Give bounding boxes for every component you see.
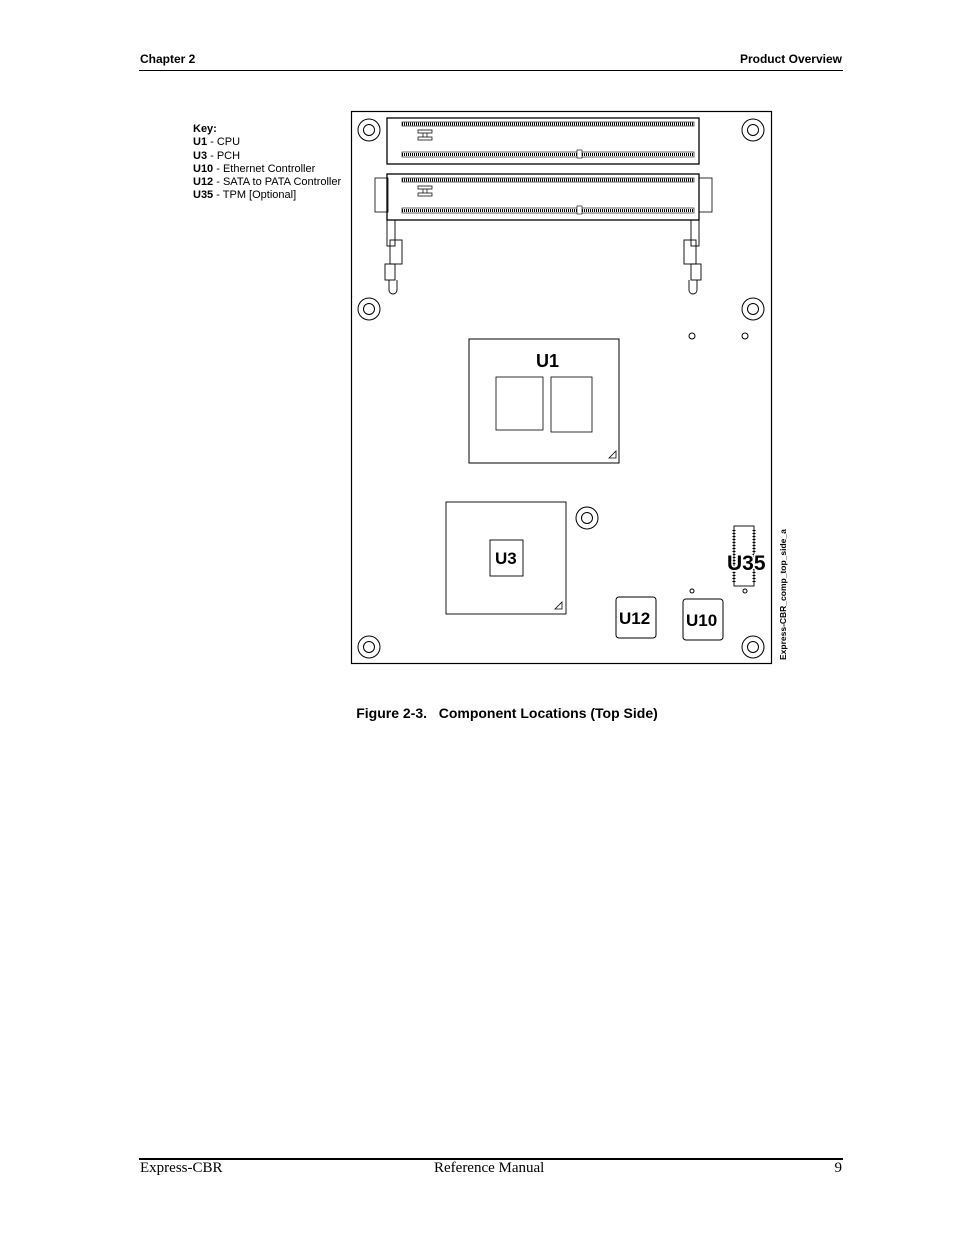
label-u10: U10 xyxy=(686,611,718,630)
file-tag: Express-CBR_comp_top_side_a xyxy=(778,529,788,660)
footer-product: Express-CBR xyxy=(140,1160,223,1176)
key-item xyxy=(193,163,341,176)
footer-page-number: 9 xyxy=(834,1160,842,1176)
key-item-desc: - Ethernet Controller xyxy=(213,162,316,175)
footer-doc-title: Reference Manual xyxy=(434,1160,545,1176)
header-chapter: Chapter 2 xyxy=(140,52,196,66)
key-item xyxy=(193,150,341,163)
key-item-id: U1 xyxy=(193,136,208,149)
figure-number: Figure 2-3. xyxy=(356,705,428,721)
label-u12: U12 xyxy=(619,609,651,628)
key-item-desc: - PCH xyxy=(207,149,241,162)
key-item xyxy=(193,189,341,202)
key-item-id: U10 xyxy=(193,162,214,175)
figure-key xyxy=(193,123,341,203)
key-item-id: U12 xyxy=(193,176,214,189)
key-item-desc: - CPU xyxy=(207,136,241,149)
key-item-desc: - TPM [Optional] xyxy=(213,189,297,202)
key-item-id: U3 xyxy=(193,149,208,162)
key-item xyxy=(193,176,341,189)
key-item xyxy=(193,136,341,149)
figure-title: Component Locations (Top Side) xyxy=(438,705,658,721)
label-u35: U35 xyxy=(727,552,766,575)
header-section: Product Overview xyxy=(739,52,842,66)
label-u3: U3 xyxy=(495,549,517,568)
label-u1: U1 xyxy=(536,351,560,371)
key-item-id: U35 xyxy=(193,189,214,202)
board-diagram xyxy=(350,110,790,670)
key-title: Key: xyxy=(193,123,217,135)
header-rule xyxy=(139,70,843,71)
key-item-desc: - SATA to PATA Controller xyxy=(213,176,342,189)
figure-caption xyxy=(0,705,954,721)
